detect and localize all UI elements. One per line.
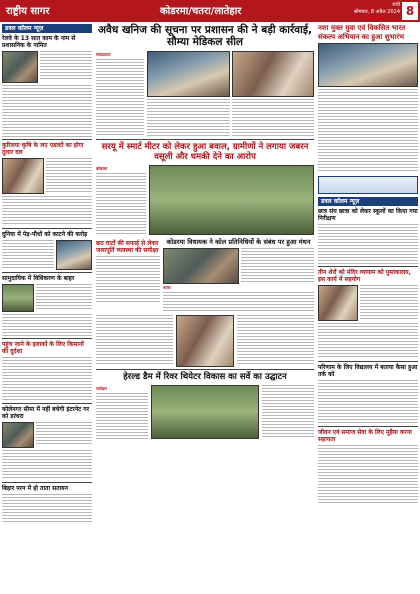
center-text-6 (241, 248, 315, 282)
left-text-1 (40, 51, 92, 81)
right-headline-3: परिणाम के लिए विद्यालय में बताया कैसा हुआ तर्क को (318, 364, 418, 378)
center-column (96, 24, 314, 592)
center-text-4 (96, 173, 146, 235)
left-headline-7: बिहार परन में हो ताता सतायन (2, 485, 68, 492)
left-headline-1: रेलवे के 13 सात काम के नाम से प्रशासनिक के नामित (2, 35, 76, 49)
third-photo (163, 248, 239, 284)
divider (96, 139, 314, 140)
left-headline-5: पहुंच जाने के इलाकों के लिए किसानों की दुर्दशा (2, 341, 84, 355)
center-text-10 (96, 393, 148, 439)
center-text-9 (237, 315, 314, 365)
byline: संवाददाता (96, 52, 111, 57)
left-text-10 (2, 450, 92, 480)
divider (2, 338, 92, 339)
center-text-2 (147, 99, 230, 137)
right-top-headline: नशा मुक्त युवा एवं विकसित भारत संकल्प अभियान का हुआ शुभारंभ (318, 24, 406, 41)
left-text-7 (2, 314, 92, 336)
fourth-photo-b (151, 385, 259, 439)
main-photo-2 (232, 51, 315, 97)
fourth-photo-a (176, 315, 234, 367)
right-text-6 (318, 445, 418, 505)
date-text: सोमवार, 8 अप्रैल 2024 (353, 9, 400, 15)
main-photo-1 (147, 51, 230, 97)
center-text-8 (96, 315, 173, 365)
third-headline: कोडरमा विधायक ने कोल प्रतिनिधियों के संबंध पर हुआ मंथन (166, 238, 311, 246)
left-headline-4: सामुदायिक में विधिकरण के बाहर (2, 275, 75, 282)
masthead (0, 0, 420, 22)
left-photo-1 (2, 51, 38, 83)
divider (2, 403, 92, 404)
divider (318, 426, 418, 427)
left-photo-2 (2, 158, 44, 194)
right-text-2 (318, 224, 418, 264)
left-headline-2: कुरिलया कृषि के लए एडल्टों का होगा दुलार दल (2, 142, 84, 156)
left-photo-4 (2, 284, 34, 312)
fourth-headline: हेरल्ड डैम में रिवर थियेटर विकास का सर्वे का उद्घाटन (123, 372, 287, 382)
left-text-5 (2, 240, 54, 268)
right-section-label: डवल कॉलम न्यूज़ (318, 197, 418, 206)
left-text-4 (2, 196, 92, 226)
left-photo-3 (56, 240, 92, 270)
right-headline-4: जीवन एवं समाज सेवा के लिए मुहैया करना सहायता (318, 429, 412, 443)
section-title: राष्ट्रीय सागर (6, 6, 50, 17)
date-block (325, 2, 400, 16)
divider (318, 266, 418, 267)
left-headline-3: दुनिया में पेड़-पौधों को काटने की करोड़ (2, 231, 88, 238)
right-column (318, 24, 418, 592)
divider (2, 482, 92, 483)
divider (2, 228, 92, 229)
region-title: कोडरमा/चतरा/लातेहार (160, 6, 242, 17)
left-text-2 (2, 85, 92, 137)
divider (2, 272, 92, 273)
left-column (2, 24, 92, 592)
byline: लातेहार (96, 386, 107, 391)
left-text-6 (36, 284, 92, 310)
left-photo-5 (2, 422, 34, 448)
divider (2, 139, 92, 140)
byline: चतरा (163, 285, 171, 290)
advertisement (318, 176, 418, 194)
left-text-3 (46, 158, 92, 192)
right-photo-2 (318, 285, 358, 321)
left-headline-6: कोलेनगर सीमा में नहीं बचेगी इंटरनेट गर को डरंधरा (2, 406, 90, 420)
right-top-photo (318, 43, 418, 87)
right-text-1 (318, 89, 418, 173)
page-number: 8 (402, 2, 418, 20)
right-text-5 (318, 380, 418, 424)
date-city: रांची (392, 2, 400, 8)
left-text-9 (36, 422, 92, 446)
right-headline-1: छात्र संघ छात्रा को लेकर स्कूलों का किया गया निरीक्षण (318, 208, 418, 222)
center-text-11 (262, 385, 314, 437)
right-text-3 (360, 285, 418, 319)
center-text-5 (96, 256, 160, 304)
second-headline: सरयू में स्मार्ट मीटर को लेकर हुआ बवाल, ग्रामीणों ने लगाया जबरन वसूली और धमकी देने का आरोप (101, 142, 309, 162)
right-text-4 (318, 323, 418, 359)
byline: कोडरमा (96, 166, 108, 171)
second-photo (149, 165, 314, 235)
center-text-3 (232, 99, 315, 137)
main-headline: अवैध खनिज की सूचना पर प्रशासन की ने बड़ी कार्रवाई, सौम्या मेडिकल सील (98, 24, 312, 48)
divider (96, 369, 314, 370)
inset-headline: छठ घाटों की सफाई से लेकर जलापूर्ति व्यवस्था की समीक्षा (96, 240, 159, 254)
center-text-1 (96, 59, 144, 137)
left-text-8 (2, 357, 92, 401)
left-section-label: डवल कॉलम न्यूज़ (2, 24, 92, 33)
right-headline-2: तीन शेरों को मंदिर व्यायाम को पुस्तकालय, इस कार्य में सहयोग (318, 269, 411, 283)
center-text-7 (163, 292, 314, 312)
left-text-11 (2, 494, 92, 524)
divider (318, 361, 418, 362)
